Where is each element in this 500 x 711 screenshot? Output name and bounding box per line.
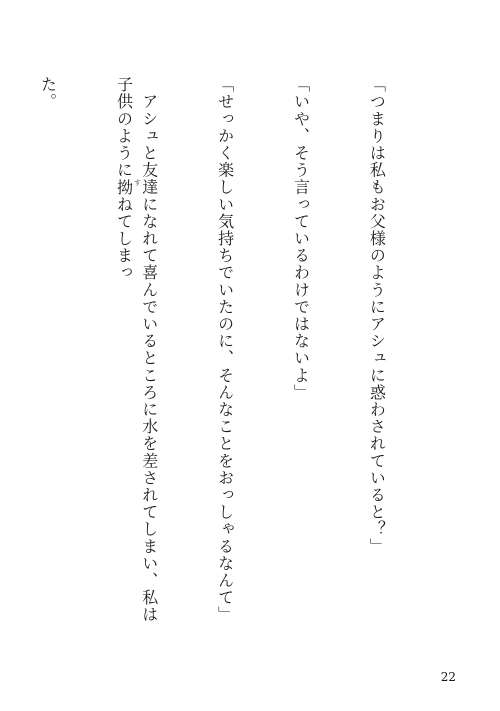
text-line-4 [111,76,162,636]
text-line-5: た。 [38,76,58,111]
text-line-1: 「つまりは私もお父様のようにアシュに惑わされていると？」 [367,76,387,555]
page-number: 22 [440,670,456,684]
vertical-text-block [0,76,440,636]
ruby-annotation [114,178,142,196]
text-line-4-after-ruby: ねてしまっ [114,195,134,282]
text-line-3: 「せっかく楽しい気持ちでいたのに、そんなことをおっしゃるなんて」 [215,76,235,624]
text-line-2: 「いや、そう言っているわけではないよ」 [291,76,311,401]
ruby-reading: す [133,178,142,186]
ruby-base: 拗 [114,178,134,196]
text-line-4-before-ruby: アシュと友達になれて喜んでいるところに水を差されてしまい、私は子供のように [114,76,159,624]
